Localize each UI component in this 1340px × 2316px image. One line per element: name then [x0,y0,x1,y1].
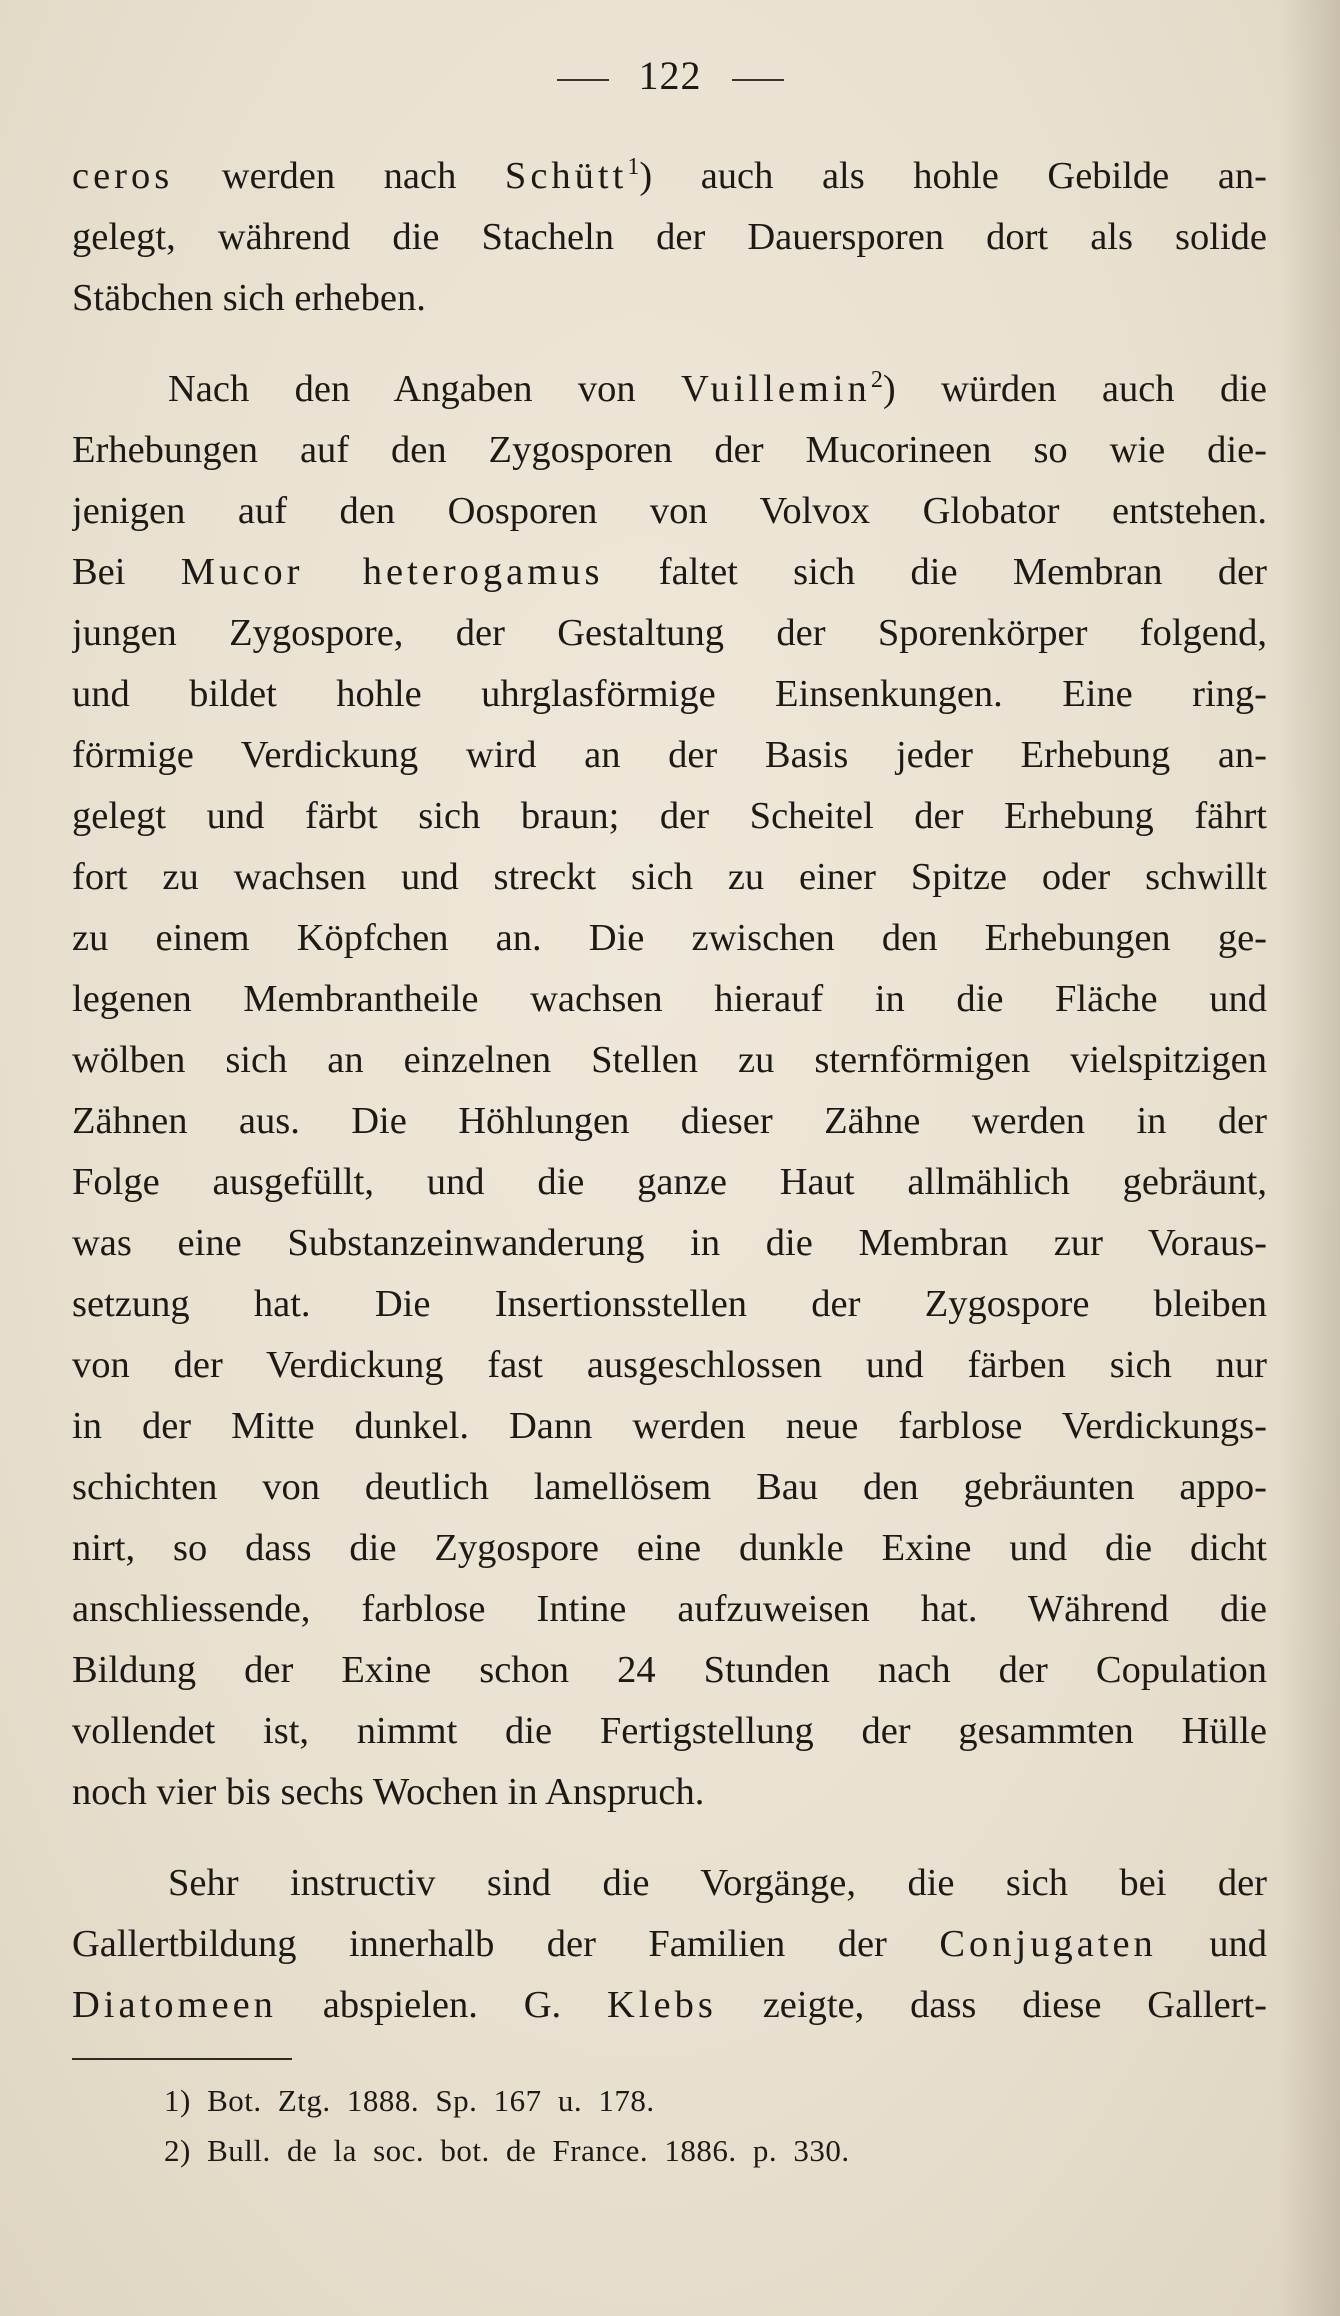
text-run: Sehr instructiv sind die Vorgänge, die sich bei der [168,1862,1267,1904]
text-line [72,1518,1267,1579]
text-line [72,1975,1267,2036]
text-run: zu einem Köpfchen an. Die zwischen den Erhebungen ge- [72,917,1267,959]
text-line [72,146,1267,207]
text-line [72,1579,1267,1640]
text-line [72,603,1267,664]
paragraph [72,1853,1267,2036]
page-number: 122 [638,53,702,98]
body-text [72,146,1267,2036]
footnote-2: 2) Bull. de la soc. bot. de France. 1886. p. 330. [164,2133,850,2168]
running-head [0,52,1340,99]
text-run: schichten von deutlich lamellösem Bau den gebräunten appo- [72,1466,1267,1508]
text-line [72,1640,1267,1701]
spaced-name: Diatomeen [72,1984,277,2026]
text-run: ) auch als hohle Gebilde an- [639,155,1267,197]
text-line [72,1213,1267,1274]
spaced-name: Conjugaten [939,1923,1157,1965]
text-line [72,1152,1267,1213]
text-line [72,268,1267,329]
paragraph [72,359,1267,1823]
text-line [72,1914,1267,1975]
text-run: jenigen auf den Oosporen von Volvox Globator entstehen. [72,490,1267,532]
text-run: gelegt, während die Stacheln der Dauersporen dort als solide [72,216,1267,258]
header-dash-right [732,79,784,81]
text-run: faltet sich die Membran der [603,551,1267,593]
text-line [72,1853,1267,1914]
text-run: abspielen. G. [276,1984,607,2026]
text-run: werden nach [173,155,505,197]
text-run: Bei [72,551,181,593]
text-line [72,725,1267,786]
text-line [72,1030,1267,1091]
text-line [72,847,1267,908]
footnote-1: 1) Bot. Ztg. 1888. Sp. 167 u. 178. [164,2083,655,2118]
text-run: vollendet ist, nimmt die Fertigstellung der gesammten Hülle [72,1710,1267,1752]
text-run: in der Mitte dunkel. Dann werden neue farblose Verdickungs- [72,1405,1267,1447]
text-run: was eine Substanzeinwanderung in die Membran zur Voraus- [72,1222,1267,1264]
text-run: und bildet hohle uhrglasförmige Einsenkungen. Eine ring- [72,673,1267,715]
text-line [72,481,1267,542]
text-line [72,1274,1267,1335]
paragraph [72,146,1267,329]
text-line [72,1701,1267,1762]
text-run: gelegt und färbt sich braun; der Scheitel der Erhebung fährt [72,795,1267,837]
text-run: setzung hat. Die Insertionsstellen der Zygospore bleiben [72,1283,1267,1325]
text-line [72,542,1267,603]
text-line [72,908,1267,969]
text-run: Gallertbildung innerhalb der Familien der [72,1923,940,1965]
text-run: wölben sich an einzelnen Stellen zu sternförmigen vielspitzigen [72,1039,1267,1081]
text-line [72,1335,1267,1396]
text-run: von der Verdickung fast ausgeschlossen und färben sich nur [72,1344,1267,1386]
spaced-name: Vuillemin [681,368,871,410]
text-line [72,786,1267,847]
paragraph-gap [72,329,1267,359]
footnote-marker: 2 [870,367,883,394]
header-dash-left [557,79,609,81]
text-run: fort zu wachsen und streckt sich zu einer Spitze oder schwillt [72,856,1267,898]
text-run: Zähnen aus. Die Höhlungen dieser Zähne werden in der [72,1100,1267,1142]
spaced-name: Mucor heterogamus [180,551,604,593]
text-line [72,420,1267,481]
text-run: Bildung der Exine schon 24 Stunden nach der Copulation [72,1649,1267,1691]
paragraph-gap [72,1823,1267,1853]
text-line [72,1762,1267,1823]
text-run: und [1156,1923,1267,1965]
text-run: Stäbchen sich erheben. [72,277,426,319]
text-run: zeigte, dass diese Gallert- [716,1984,1267,2026]
text-run: Erhebungen auf den Zygosporen der Mucorineen so wie die- [72,429,1267,471]
text-run: anschliessende, farblose Intine aufzuweisen hat. Während die [72,1588,1267,1630]
footnotes [164,2076,1164,2176]
spaced-name: Klebs [607,1984,717,2026]
text-run: förmige Verdickung wird an der Basis jeder Erhebung an- [72,734,1267,776]
text-run: Nach den Angaben von [168,368,681,410]
footnote-rule [72,2058,292,2060]
text-run: ) würden auch die [882,368,1267,410]
text-line [72,1457,1267,1518]
text-run: jungen Zygospore, der Gestaltung der Sporenkörper folgend, [72,612,1267,654]
footnote-marker: 1 [627,154,640,181]
text-line [72,1396,1267,1457]
text-run: noch vier bis sechs Wochen in Anspruch. [72,1771,705,1813]
text-line [72,359,1267,420]
text-line [72,969,1267,1030]
page-edge-shadow [1280,0,1340,2316]
text-run: nirt, so dass die Zygospore eine dunkle Exine und die dicht [72,1527,1267,1569]
text-run: legenen Membrantheile wachsen hierauf in die Fläche und [72,978,1267,1020]
text-run: Folge ausgefüllt, und die ganze Haut allmählich gebräunt, [72,1161,1267,1203]
spaced-name: ceros [72,155,174,197]
text-line [72,1091,1267,1152]
text-line [72,207,1267,268]
text-line [72,664,1267,725]
spaced-name: Schütt [504,155,628,197]
